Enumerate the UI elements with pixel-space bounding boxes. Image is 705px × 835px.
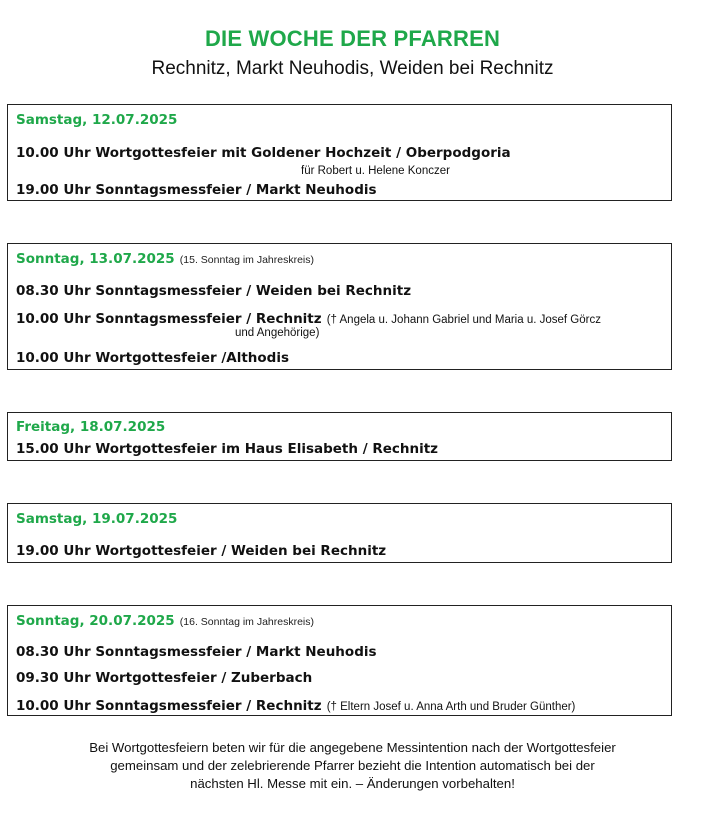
event-row (16, 695, 575, 714)
day-note: (16. Sonntag im Jahreskreis) (179, 616, 315, 628)
day-date: Freitag, 18.07.2025 (16, 419, 166, 435)
event-line: 10.00 Uhr Sonntagsmessfeier / Rechnitz (16, 311, 322, 327)
event-line: 08.30 Uhr Sonntagsmessfeier / Weiden bei Rechnitz (16, 283, 412, 299)
day-box-samstag-19-07 (7, 503, 672, 563)
event-line: 19.00 Uhr Wortgottesfeier / Weiden bei Rechnitz (16, 543, 387, 559)
day-box-samstag-12-07 (7, 104, 672, 201)
day-heading (16, 610, 314, 629)
day-heading (16, 508, 177, 527)
event-row (16, 308, 601, 327)
page-title: DIE WOCHE DER PFARREN (204, 26, 501, 51)
day-heading (16, 248, 314, 267)
day-note: (15. Sonntag im Jahreskreis) (179, 254, 315, 266)
footer-line: Bei Wortgottesfeiern beten wir für die angegebene Messintention nach der Wortgottesfeier (89, 740, 616, 755)
day-date: Sonntag, 20.07.2025 (16, 613, 175, 629)
event-line: 19.00 Uhr Sonntagsmessfeier / Markt Neuhodis (16, 182, 377, 198)
event-line: 10.00 Uhr Wortgottesfeier mit Goldener Hochzeit / Oberpodgoria (16, 145, 511, 161)
day-box-freitag-18-07 (7, 412, 672, 461)
day-heading (16, 416, 165, 435)
event-line: 10.00 Uhr Sonntagsmessfeier / Rechnitz (16, 698, 322, 714)
day-date: Sonntag, 13.07.2025 (16, 251, 175, 267)
event-intention: für Robert u. Helene Konczer (301, 165, 450, 177)
day-box-sonntag-13-07 (7, 243, 672, 370)
event-intention: und Angehörige) (235, 327, 320, 339)
day-date: Samstag, 12.07.2025 (16, 112, 178, 128)
footer-note (30, 739, 675, 793)
footer-line: gemeinsam und der zelebrierende Pfarrer bezieht die Intention automatisch bei der (110, 758, 595, 773)
event-intention: († Eltern Josef u. Anna Arth und Bruder Günther) (326, 701, 576, 713)
page-subtitle: Rechnitz, Markt Neuhodis, Weiden bei Rechnitz (151, 58, 554, 79)
event-line: 15.00 Uhr Wortgottesfeier im Haus Elisabeth / Rechnitz (16, 441, 439, 457)
day-date: Samstag, 19.07.2025 (16, 511, 178, 527)
footer-line: nächsten Hl. Messe mit ein. – Änderungen vorbehalten! (190, 776, 515, 791)
day-box-sonntag-20-07 (7, 605, 672, 716)
day-heading (16, 109, 177, 128)
event-line: 10.00 Uhr Wortgottesfeier /Althodis (16, 350, 290, 366)
event-line: 08.30 Uhr Sonntagsmessfeier / Markt Neuhodis (16, 644, 377, 660)
event-line: 09.30 Uhr Wortgottesfeier / Zuberbach (16, 670, 313, 686)
event-intention: († Angela u. Johann Gabriel und Maria u. Josef Görcz (326, 314, 601, 326)
